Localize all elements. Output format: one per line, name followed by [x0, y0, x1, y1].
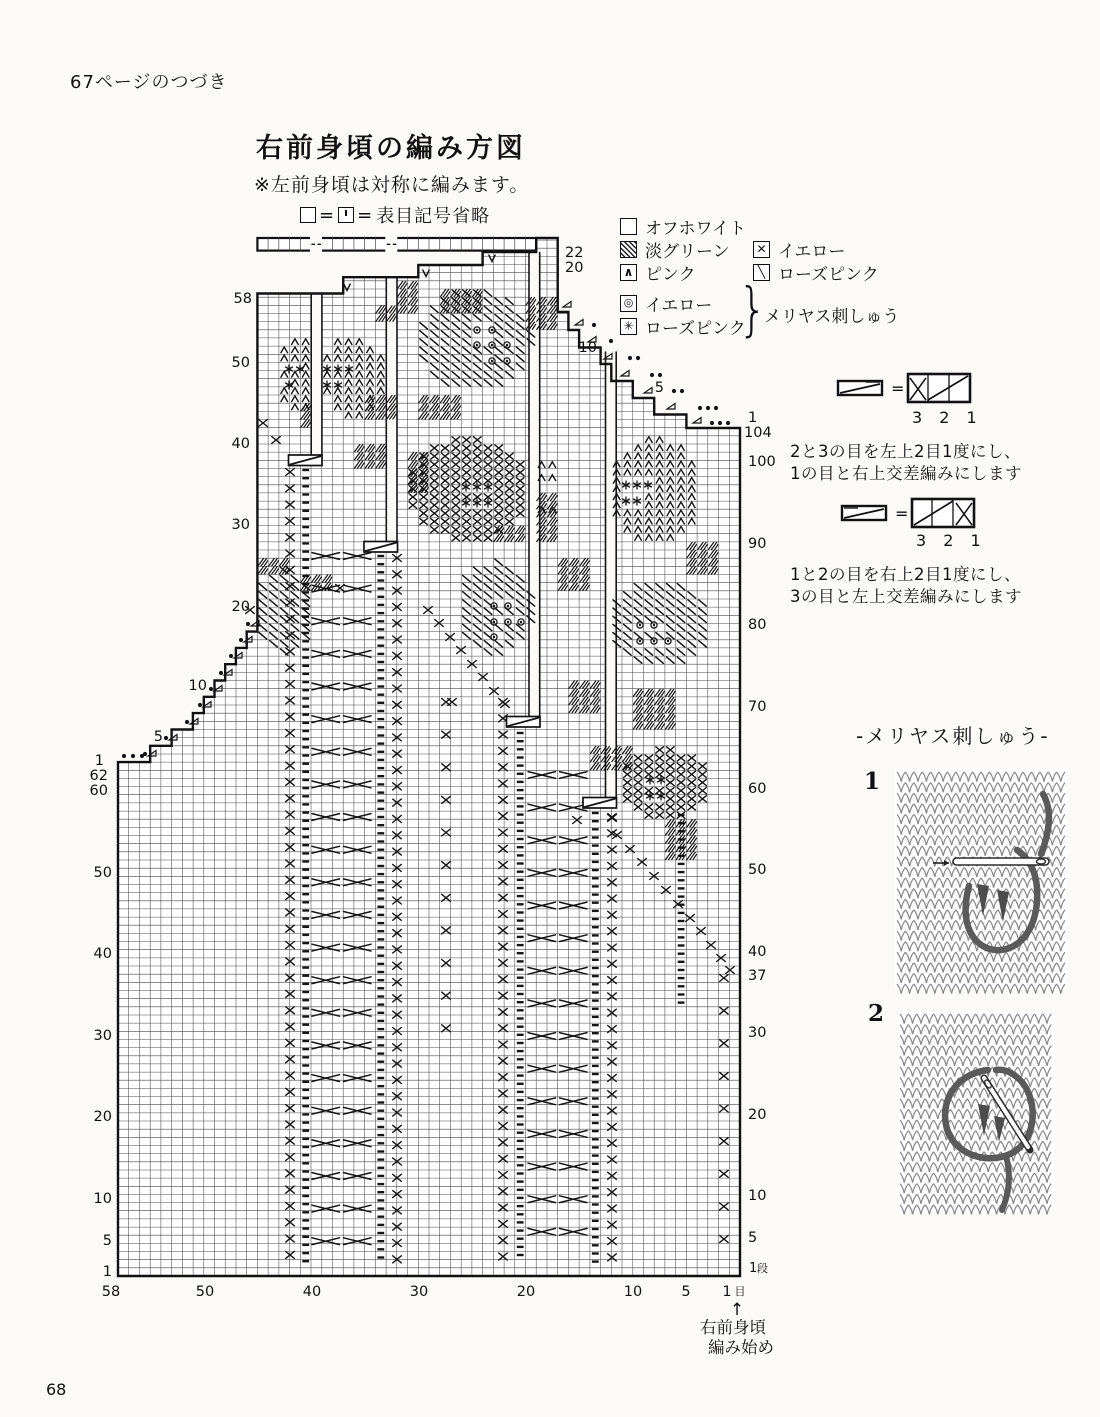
svg-text:5: 5 [681, 1284, 691, 1300]
equals-sign: = [357, 204, 374, 226]
svg-text:↑: ↑ [729, 1300, 745, 1320]
svg-text:50: 50 [93, 865, 112, 881]
embroidery-note: メリヤス刺しゅう [764, 307, 900, 327]
svg-text:10: 10 [623, 1284, 643, 1300]
svg-text:100: 100 [748, 454, 776, 470]
svg-text:22: 22 [565, 245, 584, 261]
svg-text:20: 20 [231, 599, 250, 615]
legend-label: イエロー [645, 296, 713, 316]
svg-text:5: 5 [102, 1233, 112, 1249]
svg-text:62: 62 [89, 768, 108, 784]
pink-caret-box-icon: ∧ [620, 264, 637, 281]
svg-text:=: = [895, 504, 909, 523]
cable-note-1-line-2: 1の目と右上交差編みにします [790, 464, 1022, 483]
svg-text:編み始め: 編み始め [708, 1338, 774, 1357]
svg-text:50: 50 [195, 1284, 215, 1300]
svg-text:段: 段 [757, 1262, 768, 1275]
page-number: 68 [46, 1380, 67, 1399]
svg-text:10: 10 [93, 1191, 112, 1207]
svg-text:10: 10 [748, 1188, 767, 1204]
page-title: 右前身頃の編み方図 [256, 133, 526, 164]
rose-backslash-box-icon: ╲ [753, 264, 770, 281]
svg-text:10: 10 [188, 678, 207, 694]
figure-2-label: 2 [868, 1000, 885, 1027]
svg-text:10: 10 [578, 340, 597, 356]
svg-text:目: 目 [734, 1285, 746, 1298]
svg-text:37: 37 [748, 968, 767, 984]
svg-text:20: 20 [93, 1109, 112, 1125]
svg-text:40: 40 [302, 1284, 322, 1300]
svg-text:104: 104 [744, 425, 772, 441]
svg-text:1: 1 [94, 753, 104, 769]
svg-text:30: 30 [93, 1028, 112, 1044]
svg-text:60: 60 [89, 783, 108, 799]
yellow-x-box-icon: ✕ [753, 241, 770, 258]
legend-label: イエロー [778, 242, 846, 262]
svg-text:60: 60 [748, 781, 767, 797]
svg-text:5: 5 [748, 1230, 758, 1246]
legend-label: ローズピンク [778, 265, 879, 285]
symbol-note-text: 表目記号省略 [376, 206, 491, 227]
svg-text:20: 20 [565, 260, 584, 276]
svg-text:70: 70 [748, 699, 767, 715]
svg-text:1: 1 [102, 1264, 112, 1280]
svg-text:5: 5 [654, 380, 664, 396]
asterisk-box-icon: ✳ [620, 318, 637, 335]
svg-text:40: 40 [748, 944, 767, 960]
svg-text:1: 1 [749, 1261, 758, 1276]
svg-text:50: 50 [231, 355, 250, 371]
svg-text:20: 20 [748, 1107, 767, 1123]
svg-text:1: 1 [722, 1284, 732, 1300]
legend-label: オフホワイト [645, 219, 746, 239]
cable-note-2-line-1: 1と2の目を右上2目1度にし、 [790, 565, 1021, 584]
svg-text:30: 30 [748, 1025, 767, 1041]
continued-from-note: 67ページのつづき [70, 72, 228, 93]
svg-text:30: 30 [231, 517, 250, 533]
cable-note-2-line-2: 3の目と左上交差編みにします [790, 587, 1022, 606]
double-circle-box-icon: ◎ [620, 295, 637, 312]
svg-text:5: 5 [153, 729, 163, 745]
embroidery-section-title: -メリヤス刺しゅう- [856, 724, 1050, 748]
svg-text:50: 50 [748, 862, 767, 878]
svg-text:90: 90 [748, 536, 767, 552]
svg-text:40: 40 [93, 946, 112, 962]
cable-stitch-numbers-2: 3 2 1 [916, 531, 987, 550]
svg-text:20: 20 [516, 1284, 536, 1300]
figure-1-label: 1 [864, 768, 881, 795]
svg-text:80: 80 [748, 617, 767, 633]
cable-note-1-line-1: 2と3の目を左上2目1度にし、 [790, 442, 1021, 461]
legend-label: 淡グリーン [645, 242, 730, 262]
legend-label: ピンク [645, 265, 696, 285]
equals-sign: = [319, 204, 336, 226]
svg-text:58: 58 [101, 1284, 121, 1300]
cable-stitch-numbers-1: 3 2 1 [912, 408, 983, 427]
mirror-note: ※左前身頃は対称に編みます。 [254, 174, 530, 196]
svg-text:40: 40 [231, 436, 250, 452]
svg-text:右前身頃: 右前身頃 [700, 1318, 766, 1337]
svg-text:1: 1 [748, 410, 758, 426]
brace-glyph: } [738, 275, 768, 343]
legend-label: ローズピンク [645, 319, 746, 339]
svg-text:30: 30 [409, 1284, 429, 1300]
svg-text:58: 58 [233, 291, 252, 307]
svg-text:=: = [891, 379, 905, 398]
